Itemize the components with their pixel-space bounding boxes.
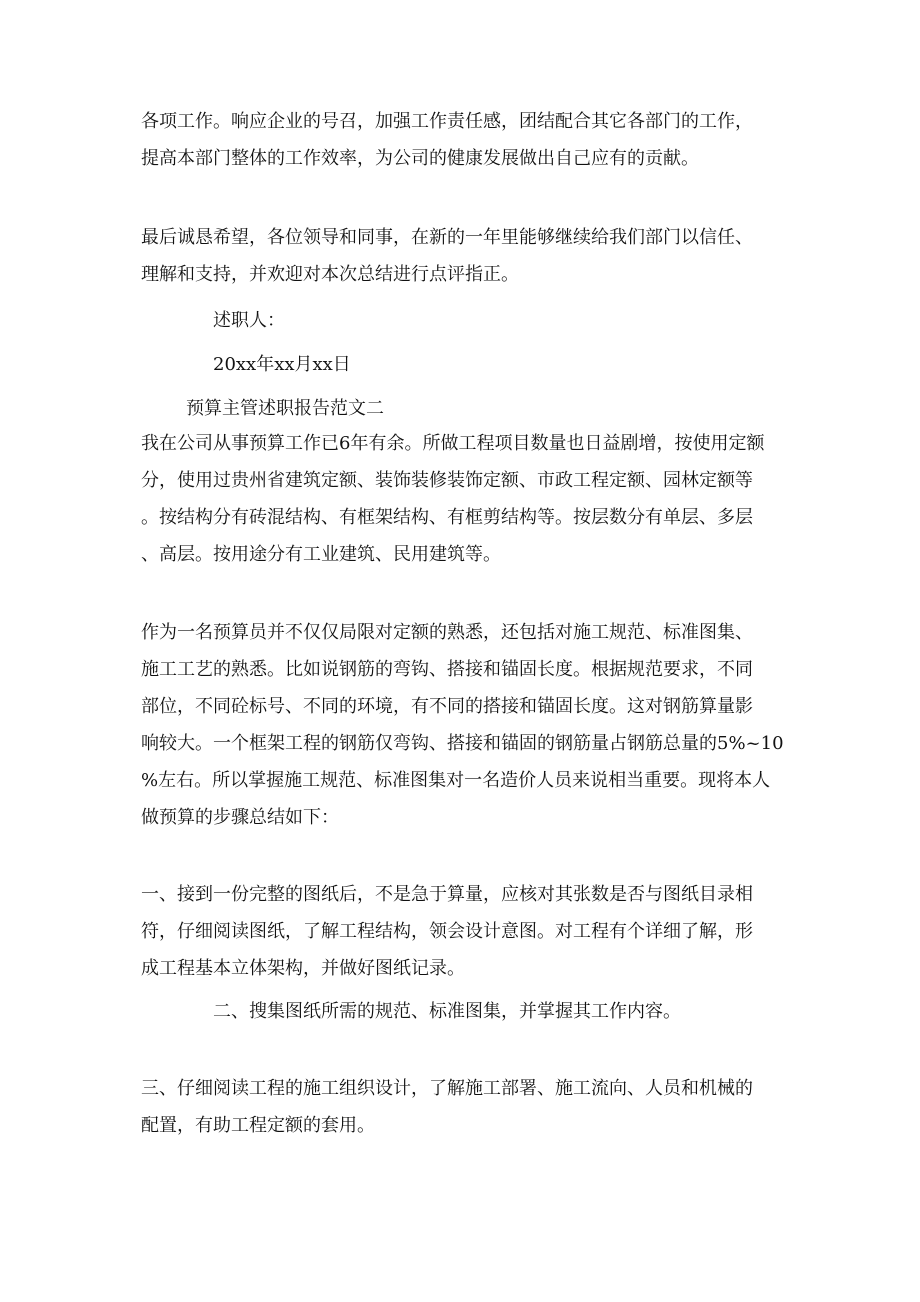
- text-line: 施工工艺的熟悉。比如说钢筋的弯钩、搭接和锚固长度。根据规范要求，不同: [141, 659, 753, 680]
- signature-label: 述职人：: [213, 310, 285, 331]
- text-line: 提高本部门整体的工作效率，为公司的健康发展做出自己应有的贡献。: [141, 148, 699, 169]
- text-line: 各项工作。响应企业的号召，加强工作责任感，团结配合其它各部门的工作，: [141, 111, 753, 132]
- text-line: 我在公司从事预算工作已6年有余。所做工程项目数量也日益剧增，按使用定额: [141, 433, 765, 454]
- paragraph-6: 二、搜集图纸所需的规范、标准图集，并掌握其工作内容。: [213, 1001, 681, 1022]
- text-line: 成工程基本立体架构，并做好图纸记录。: [141, 958, 465, 979]
- paragraph-4: [141, 614, 791, 836]
- text-line: 最后诚恳希望，各位领导和同事，在新的一年里能够继续给我们部门以信任、: [141, 227, 753, 248]
- paragraph-1: [141, 103, 791, 177]
- text-line: 部位，不同砼标号、不同的环境，有不同的搭接和锚固长度。这对钢筋算量影: [141, 696, 753, 717]
- paragraph-5: [141, 876, 791, 987]
- text-line: 理解和支持，并欢迎对本次总结进行点评指正。: [141, 264, 519, 285]
- paragraph-2: [141, 219, 791, 293]
- text-line: 做预算的步骤总结如下：: [141, 807, 339, 828]
- date-line: 20xx年xx月xx日: [213, 354, 351, 375]
- text-line: 。按结构分有砖混结构、有框架结构、有框剪结构等。按层数分有单层、多层: [141, 507, 753, 528]
- text-line: 一、接到一份完整的图纸后，不是急于算量，应核对其张数是否与图纸目录相: [141, 884, 753, 905]
- paragraph-3: [141, 425, 791, 573]
- text-line: 作为一名预算员并不仅仅局限对定额的熟悉，还包括对施工规范、标准图集、: [141, 622, 753, 643]
- paragraph-7: [141, 1070, 791, 1144]
- text-line: 三、仔细阅读工程的施工组织设计，了解施工部署、施工流向、人员和机械的: [141, 1078, 753, 1099]
- text-line: 符，仔细阅读图纸，了解工程结构，领会设计意图。对工程有个详细了解，形: [141, 921, 753, 942]
- text-line: 、高层。按用途分有工业建筑、民用建筑等。: [141, 544, 501, 565]
- text-line: 分，使用过贵州省建筑定额、装饰装修装饰定额、市政工程定额、园林定额等: [141, 470, 753, 491]
- text-line: %左右。所以掌握施工规范、标准图集对一名造价人员来说相当重要。现将本人: [141, 770, 771, 791]
- section-title: 预算主管述职报告范文二: [186, 398, 384, 419]
- text-line: 响较大。一个框架工程的钢筋仅弯钩、搭接和锚固的钢筋量占钢筋总量的5%~10: [141, 733, 784, 754]
- text-line: 配置，有助工程定额的套用。: [141, 1115, 375, 1136]
